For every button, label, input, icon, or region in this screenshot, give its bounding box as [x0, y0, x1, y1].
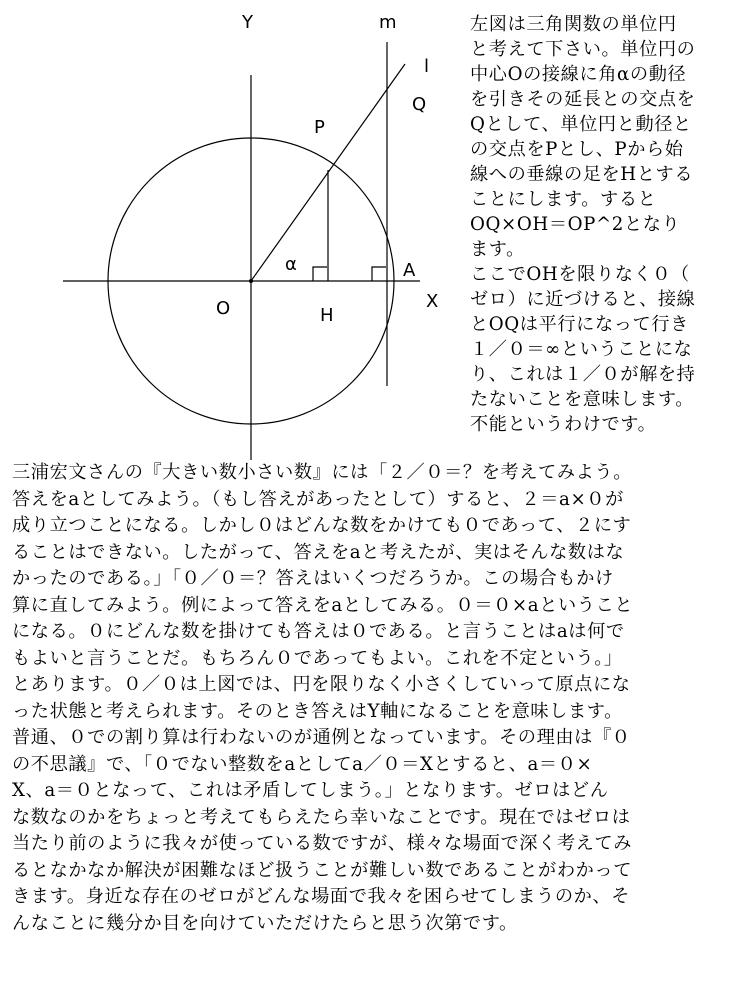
unit-circle-diagram	[0, 0, 470, 470]
side-text-line: 不能というわけです。	[470, 414, 657, 435]
side-text-line: 中心Oの接線に角αの動径	[470, 64, 687, 85]
body-text-line: 普通、０での割り算は行わないのが通例となっています。その理由は『０	[12, 727, 631, 748]
label-point-h: H	[320, 305, 334, 326]
label-origin: O	[216, 298, 231, 319]
body-text-line: 算に直してみよう。例によって答えをaとしてみる。０＝０×aということ	[12, 594, 634, 616]
label-line-l: l	[424, 56, 430, 77]
side-text-line: １／０＝∞ということにな	[470, 339, 693, 360]
label-point-p: P	[314, 117, 325, 138]
label-y-axis: Y	[242, 12, 253, 33]
side-text-line: り、これは１／０が解を持	[470, 364, 696, 385]
body-text-line: 当たり前のように我々が使っている数ですが、様々な場面で深く考えてみ	[12, 833, 632, 854]
side-text-line: と考えて下さい。単位円の	[470, 39, 696, 60]
right-angle-marker-h	[313, 267, 327, 281]
label-line-m: m	[379, 12, 397, 33]
body-text-line: ることはできない。したがって、答えをaと考えたが、実はそんな数はな	[12, 541, 625, 563]
side-text-line: OQ×OH＝OP^2となり	[470, 214, 681, 235]
body-text-line: になる。０にどんな数を掛けても答えは０である。と言うことはaは何で	[12, 621, 625, 642]
body-text-line: かったのである。」「０／０＝？答えはいくつだろうか。この場合もかけ	[12, 568, 614, 589]
side-text-line: ここでOHを限りなく０（	[470, 264, 690, 285]
body-text-line: の不思議』で、「０でない整数をaとしてa／０＝Xとすると、a＝０×	[12, 753, 593, 775]
side-text-line: Qとして、単位円と動径と	[470, 114, 692, 135]
side-text-line: を引きその延長との交点を	[470, 89, 696, 110]
origin-dot	[249, 279, 253, 283]
label-angle-alpha: α	[285, 254, 297, 275]
side-text-line: 左図は三角関数の単位円	[470, 14, 677, 35]
label-point-q: Q	[412, 94, 427, 115]
right-angle-marker-a	[372, 267, 386, 281]
body-text-line: った状態と考えられます。そのとき答えはY軸になることを意味します。	[12, 700, 623, 722]
side-text-line: ます。	[470, 239, 525, 260]
body-text-line: 答えをaとしてみよう。（もし答えがあったとして）すると、２＝a×０が	[12, 488, 624, 510]
body-text-line: 三浦宏文さんの『大きい数小さい数』には「２／０＝？を考えてみよう。	[12, 462, 632, 483]
body-text-line: きます。身近な存在のゼロがどんな場面で我々を困らせてしまうのか、そ	[12, 886, 630, 907]
body-text-line: とあります。０／０は上図では、円を限りなく小さくしていって原点にな	[12, 674, 631, 695]
main-body-text	[12, 460, 732, 937]
body-text-line: な数なのかをちょっと考えてもらえたら幸いなことです。現在ではゼロは	[12, 806, 631, 828]
body-text-line: X、a＝０となって、これは矛盾してしまう。」となります。ゼロはどん	[12, 780, 609, 801]
explanation-side-text	[470, 12, 732, 437]
body-text-line: 成り立つことになる。しかし０はどんな数をかけても０であって、２にす	[12, 515, 632, 536]
body-text-line: もよいと言うことだ。もちろん０であってもよい。これを不定という。」	[12, 647, 623, 669]
side-text-line: 線への垂線の足をHとする	[470, 164, 694, 185]
side-text-line: とOQは平行になって行き	[470, 314, 689, 335]
body-text-line: るとなかなか解決が困難なほど扱うことが難しい数であることがわかって	[12, 859, 632, 881]
label-x-axis: X	[426, 291, 439, 312]
side-text-line: たないことを意味します。	[470, 389, 694, 410]
label-point-a: A	[403, 260, 416, 281]
body-text-line: んなことに幾分か目を向けていただけたらと思う次第です。	[12, 912, 518, 934]
side-text-line: の交点をPとし、Pから始	[470, 139, 684, 160]
side-text-line: ことにします。すると	[470, 189, 657, 210]
side-text-line: ゼロ）に近づけると、接線	[470, 289, 696, 310]
